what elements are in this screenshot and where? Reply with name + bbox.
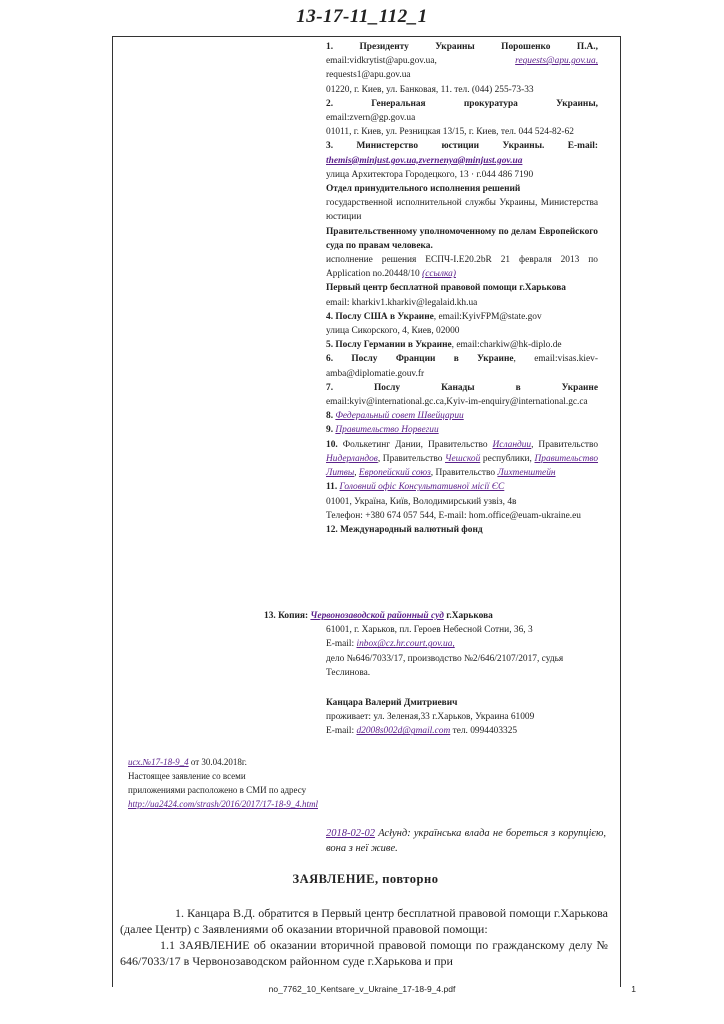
recipient-2-email: email:zvern@gp.gov.ua [326, 113, 416, 124]
quote-date-link[interactable]: 2018-02-02 [326, 828, 375, 839]
document-body [120, 905, 608, 969]
recipient-11: 10. Фолькетинг Дании, Правительство Исландии, Правительство Нидерландов, Правительство Чешской республики, Правительство Литвы, Европейский союз, Правительство Лихтенштейн [326, 439, 599, 479]
quote-block [326, 826, 606, 856]
publication-url-link[interactable]: http://ua2424.com/strash/2016/2017/17-18-9_4.html [128, 799, 318, 809]
recipient-3-email-links[interactable]: themis@minjust.gov.ua,zvernenya@minjust.gov.ua [326, 155, 523, 166]
recipient-7: 6. Послу Франции в Украине, email:visas.kiev-amba@diplomatie.gouv.fr [326, 354, 598, 379]
sender-address: проживает: ул. Зеленая,33 г.Харьков, Украина 61009 [326, 712, 535, 723]
case-info: дело №646/7033/17, производство №2/646/2107/2017, судья Теслинова. [326, 653, 564, 678]
recipient-12-phone: Телефон: +380 674 057 544, E-mail: hom.office@euam-ukraine.eu [326, 510, 581, 521]
outgoing-number-link[interactable]: исх.№17-18-9_4 [128, 757, 189, 767]
iceland-link[interactable]: Исландии [492, 439, 532, 450]
recipients-block [326, 40, 598, 537]
netherlands-link[interactable]: Нидерландов [326, 453, 378, 464]
swiss-council-link[interactable]: Федеральный совет Швейцарии [335, 411, 464, 422]
footer-page-number: 1 [631, 984, 636, 994]
recipient-9: 8. Федеральный совет Швейцарии [326, 411, 464, 422]
court-email: E-mail: inbox@cz.hr.court.gov.ua, [326, 639, 455, 650]
recipient-10: 9. Правительство Норвегии [326, 425, 439, 436]
recipient-12: 11. Головний офіс Консультативної місії ЄС [326, 482, 505, 493]
recipient-3-dept-title: Отдел принудительного исполнения решений [326, 184, 521, 195]
body-paragraph-2: 1.1 ЗАЯВЛЕНИЕ об оказании вторичной правовой помощи по гражданскому делу № 646/7033/17 в Червонозаводском районном суде г.Харькова и при [120, 938, 608, 968]
liechtenstein-link[interactable]: Лихтенштейн [497, 468, 556, 479]
czech-link[interactable]: Чешской [445, 453, 481, 464]
copy-line: 13. Копия: Червонозаводской районный суд г.Харькова [264, 611, 493, 621]
sender-block [326, 696, 606, 739]
copy-block [264, 609, 604, 680]
recipient-3-address: улица Архитектора Городецкого, 13 · г.044 486 7190 [326, 169, 534, 180]
recipient-1-email-link[interactable]: requests@apu.gov.ua, [515, 56, 598, 67]
sender-name: Канцара Валерий Дмитриевич [326, 698, 458, 708]
recipient-4-title: Первый центр бесплатной правовой помощи г.Харькова [326, 283, 566, 294]
recipient-1-email3: requests1@apu.gov.ua [326, 70, 411, 81]
document-title: ЗАЯВЛЕНИЕ, повторно [292, 872, 439, 886]
recipient-2-address: 01011, г. Киев, ул. Резницкая 13/15, г. Киев, тел. 044 524-82-62 [326, 127, 574, 138]
court-address: 61001, г. Харьков, пл. Героев Небесной Сотни, 36, 3 [326, 625, 533, 636]
sender-email-link[interactable]: d2008s002d@gmail.com [356, 726, 451, 737]
recipient-8-title: 7. Послу Канады в Украине [326, 382, 598, 393]
quote-text: Асłунд: українська влада не бореться з корупцією, вона з неї живе. [326, 828, 606, 854]
outgoing-note-2: приложениями расположено в СМИ по адресу [128, 785, 307, 795]
recipient-6: 5. Послу Германии в Украине, email:charkiw@hk-diplo.de [326, 340, 562, 351]
eu-link[interactable]: Европейский союз [358, 468, 431, 479]
recipient-4-email: email: kharkiv1.kharkiv@legalaid.kh.ua [326, 297, 478, 308]
outgoing-note-1: Настоящее заявление со всеми [128, 771, 246, 781]
commissioner-ref-link[interactable]: (ссылка) [422, 269, 456, 280]
norway-govt-link[interactable]: Правительство Норвегии [335, 425, 439, 436]
lithuania-link[interactable]: Правительство Литвы [326, 453, 599, 479]
body-paragraph-1: 1. Канцара В.Д. обратится в Первый центр бесплатной правовой помощи г.Харькова (далее Центр) с Заявлениями об оказании вторичной правовой помощи: [120, 906, 608, 936]
recipient-13-title: 12. Международный валютный фонд [326, 524, 483, 535]
recipient-12-address: 01001, Україна, Київ, Володимирський узвіз, 4в [326, 496, 517, 507]
court-link[interactable]: Червонозаводской районный суд [310, 611, 444, 621]
recipient-1-emails: email:vidkrytist@apu.gov.ua, requests@apu.gov.ua, [326, 56, 598, 67]
recipient-1-address: 01220, г. Киев, ул. Банковая, 11. тел. (044) 255-73-33 [326, 84, 534, 95]
recipient-2-title: 2. Генеральная прокуратура Украины, [326, 98, 598, 109]
recipient-3-title: 3. Министерство юстиции Украины. E-mail: [326, 141, 598, 152]
euam-link[interactable]: Головний офіс Консультативної місії ЄС [339, 482, 505, 493]
recipient-3-commissioner-body: исполнение решения ЕСПЧ-I.E20.2bR 21 февраля 2013 по Application no.20448/10 (ссылка) [326, 255, 598, 280]
recipient-8-email: email:kyiv@international.gc.ca,Kyiv-im-enquiry@international.gc.ca [326, 397, 588, 408]
sender-contact: E-mail: d2008s002d@gmail.com тел. 0994403325 [326, 726, 518, 737]
recipient-5-address: улица Сикорского, 4, Киев, 02000 [326, 326, 460, 337]
recipient-3-commissioner-title: Правительственному уполномоченному по делам Европейского суда по правам человека. [326, 226, 598, 251]
recipient-5: 4. Послу США в Украине, email:KyivFPM@state.gov [326, 311, 542, 322]
recipient-3-dept-body: государственной исполнительной службы Украины, Министерства юстиции [326, 198, 598, 223]
outgoing-block [128, 755, 388, 811]
footer-filename: no_7762_10_Kentsare_v_Ukraine_17-18-9_4.pdf [268, 984, 456, 994]
document-header: 13-17-11_112_1 [296, 6, 428, 27]
court-email-link[interactable]: inbox@cz.hr.court.gov.ua, [356, 639, 455, 650]
outgoing-number: исх.№17-18-9_4 от 30.04.2018г. [128, 757, 247, 767]
recipient-1-title: 1. Президенту Украины Порошенко П.А., [326, 42, 598, 52]
